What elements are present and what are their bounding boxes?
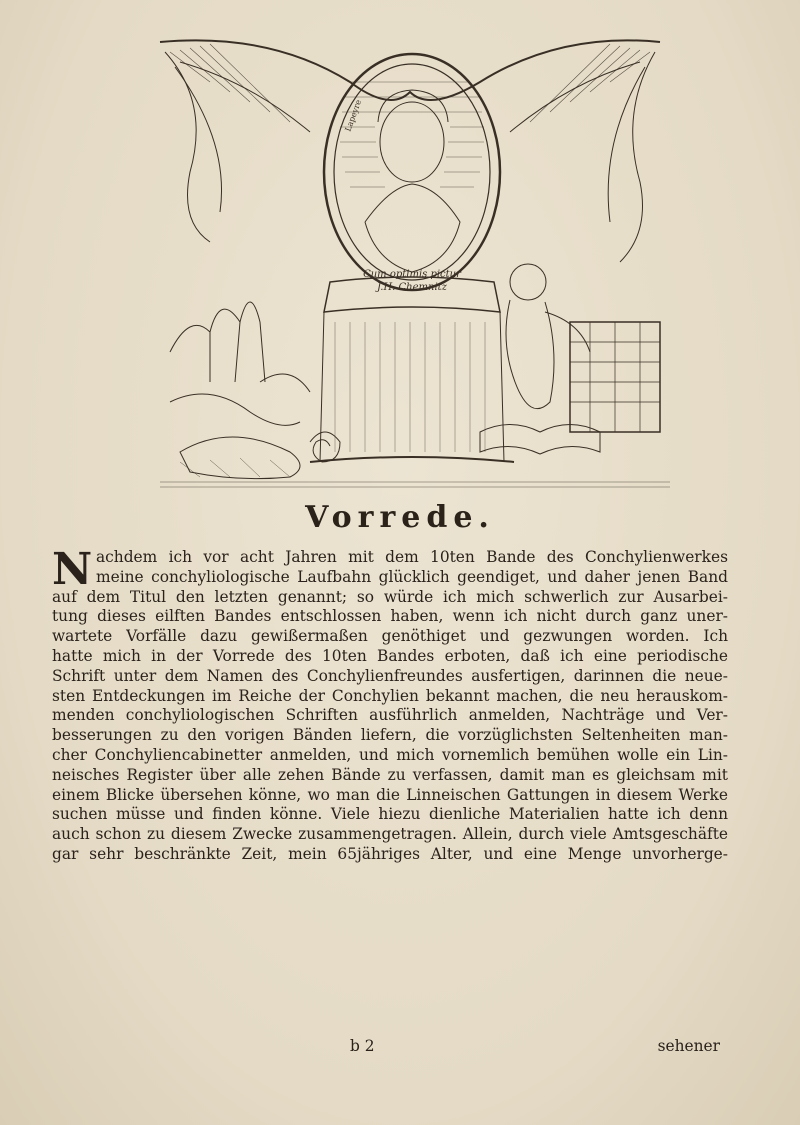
text-line: menden conchyliologischen Schriften ausführlich anmelden, Nachträge und Ver- [52, 706, 728, 725]
engraving-name: J.H. Chemnitz [377, 282, 447, 293]
engraving-caption: Cum optimis pictur [363, 269, 461, 280]
text-line: Schrift unter dem Namen des Conchylienfreundes ausfertigen, darinnen die neue- [52, 666, 728, 685]
text-line: achdem ich vor acht Jahren mit dem 10ten Bande des Conchylienwerkes [96, 548, 728, 566]
text-line: auch schon zu diesem Zwecke zusammengetragen. Allein, durch viele Amtsgeschäfte [52, 825, 728, 844]
text-line: wartete Vorfälle dazu gewißermaßen genöthiget und gezwungen worden. Ich [52, 627, 728, 646]
signature-mark: b 2 [350, 1037, 375, 1055]
text-line: neisches Register über alle zehen Bände zu verfassen, damit man es gleichsam mit [52, 765, 728, 784]
text-line: meine conchyliologische Laufbahn glücklich geendiget, und daher jenen Band [96, 567, 728, 586]
frontispiece-engraving [150, 22, 670, 492]
medallion-inscription: Lapeyre [343, 98, 364, 133]
text-line: gar sehr beschränkte Zeit, mein 65jähriges Alter, und eine Menge unvorherge- [52, 844, 728, 863]
page-heading: Vorrede. [305, 500, 495, 535]
text-line: hatte mich in der Vorrede des 10ten Bandes erboten, daß ich eine periodische [52, 646, 728, 665]
text-line: sten Entdeckungen im Reiche der Conchylien bekannt machen, die neu herauskom- [52, 686, 728, 705]
catchword: sehener [657, 1037, 720, 1055]
preface-text [52, 544, 728, 865]
drop-cap: N [52, 544, 93, 595]
text-line: auf dem Titul den letzten genannt; so würde ich mich schwerlich zur Ausarbei- [52, 587, 728, 606]
text-line: suchen müsse und finden könne. Viele hiezu dienliche Materialien hatte ich denn [52, 805, 728, 824]
text-line: cher Conchyliencabinetter anmelden, und mich vornemlich bemühen wolle ein Lin- [52, 745, 728, 764]
text-line: tung dieses eilften Bandes entschlossen haben, wenn ich nicht durch ganz uner- [52, 607, 728, 626]
text-line: einem Blicke übersehen könne, wo man die Linneischen Gattungen in diesem Werke [52, 785, 728, 804]
page-footer [52, 1036, 728, 1056]
text-line: besserungen zu den vorigen Bänden liefern, die vorzüglichsten Seltenheiten man- [52, 726, 728, 745]
